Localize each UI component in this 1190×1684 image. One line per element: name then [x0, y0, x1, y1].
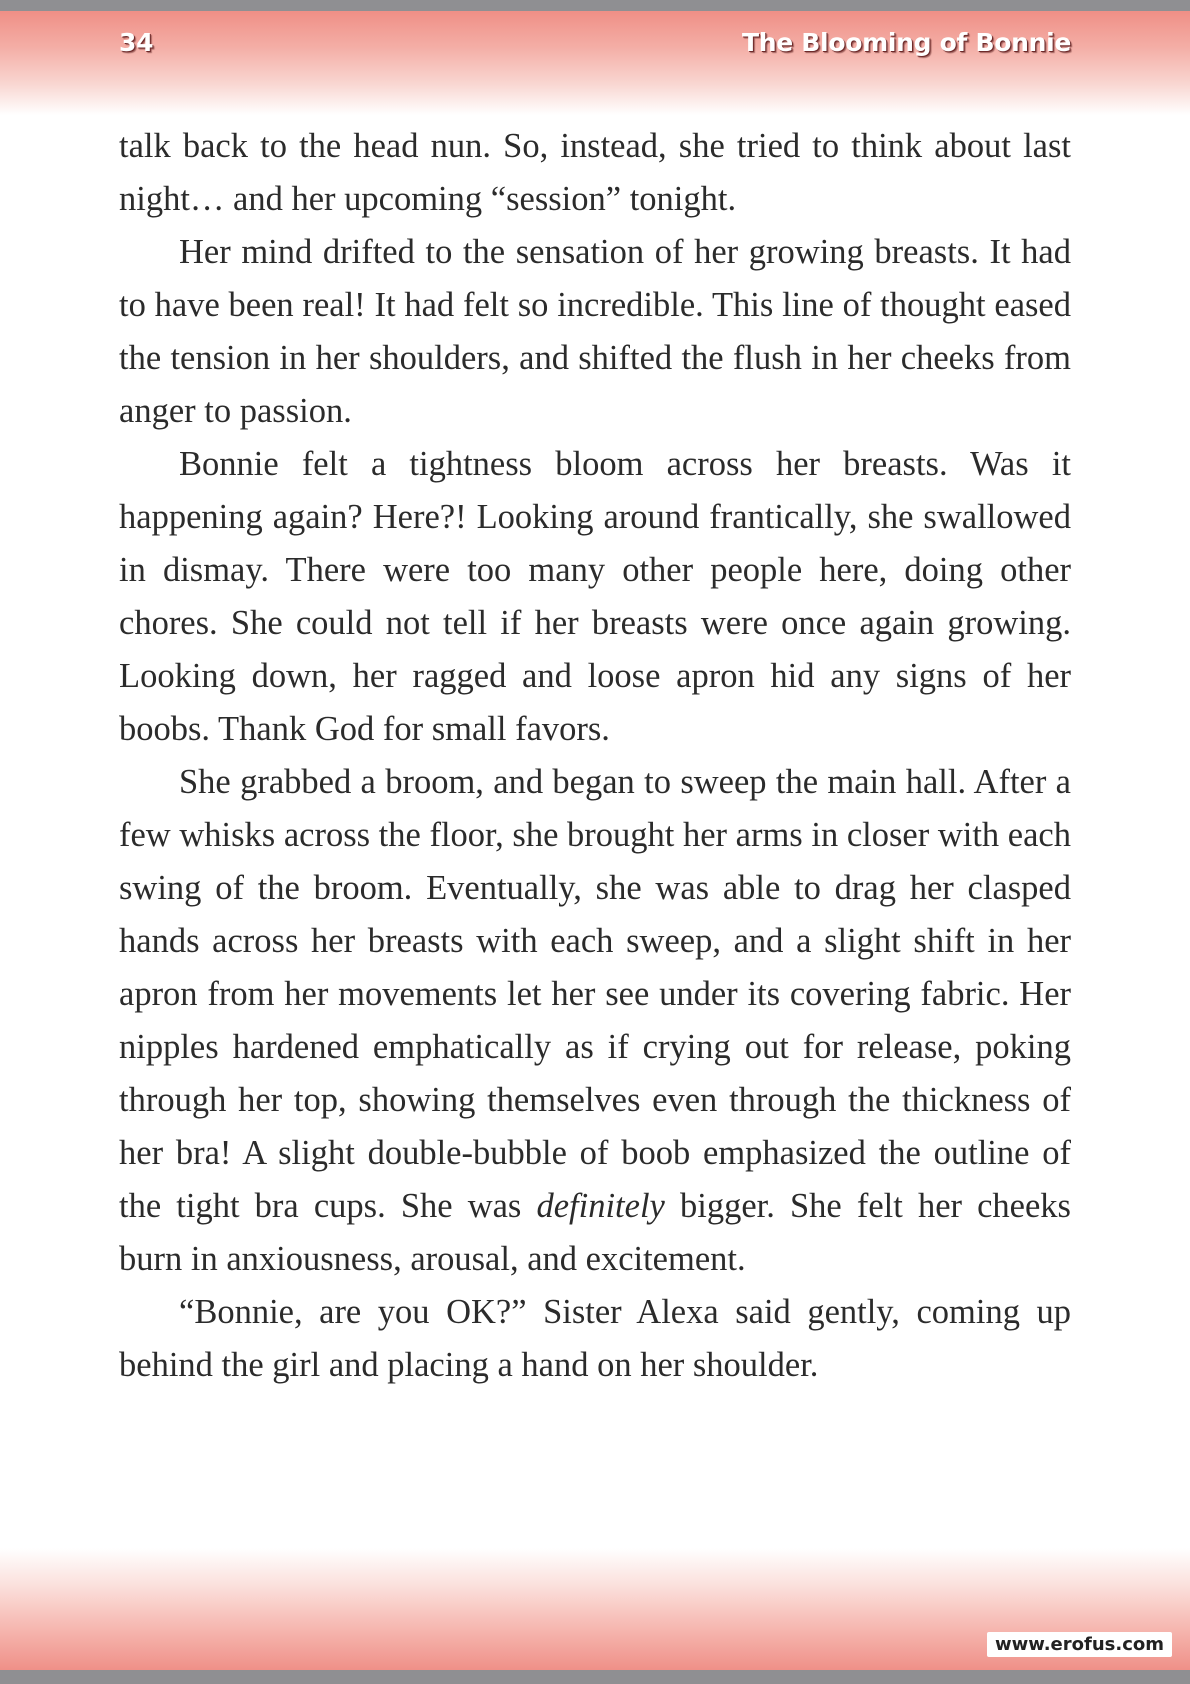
paragraph-1: talk back to the head nun. So, instead, she tried to think about last night… and her upcoming “session” tonight. — [119, 127, 1071, 218]
watermark: www.erofus.com — [987, 1632, 1172, 1657]
paragraph-4-text-after: bigger. She felt her cheeks burn in anxiousness, arousal, and excitement. — [119, 1187, 1071, 1278]
header-band — [0, 11, 1190, 115]
running-title: The Blooming of Bonnie — [741, 28, 1071, 57]
paragraph-2: Her mind drifted to the sensation of her growing breasts. It had to have been real! It had felt so incredible. This line of thought eased the tension in her shoulders, and shifted the flush in her cheeks from anger to passion. — [119, 233, 1071, 430]
paragraph-4 — [119, 756, 1071, 1286]
paragraph-5: “Bonnie, are you OK?” Sister Alexa said gently, coming up behind the girl and placing a hand on her shoulder. — [119, 1293, 1071, 1384]
paragraph-4-emphasis: definitely — [536, 1187, 665, 1225]
top-rule — [0, 0, 1190, 11]
paragraph-4-text-before: She grabbed a broom, and began to sweep the main hall. After a few whisks across the floor, she brought her arms in closer with each swing of the broom. Eventually, she was able to drag her clasped hands across her breasts with each sweep, and a slight shift in her apron from her movements let her see under its covering fabric. Her nipples hardened emphatically as if crying out for release, poking through her top, showing themselves even through the thickness of her bra! A slight double-bubble of boob emphasized the outline of the tight bra cups. She was — [119, 763, 1071, 1225]
bottom-rule — [0, 1670, 1190, 1684]
page-number: 34 — [119, 28, 154, 57]
paragraph-3: Bonnie felt a tightness bloom across her breasts. Was it happening again? Here?! Looking around frantically, she swallowed in dismay. There were too many other people here, doing other chores. She could not tell if her breasts were once again growing. Looking down, her ragged and loose apron hid any signs of her boobs. Thank God for small favors. — [119, 445, 1071, 748]
body-text — [119, 120, 1071, 1392]
